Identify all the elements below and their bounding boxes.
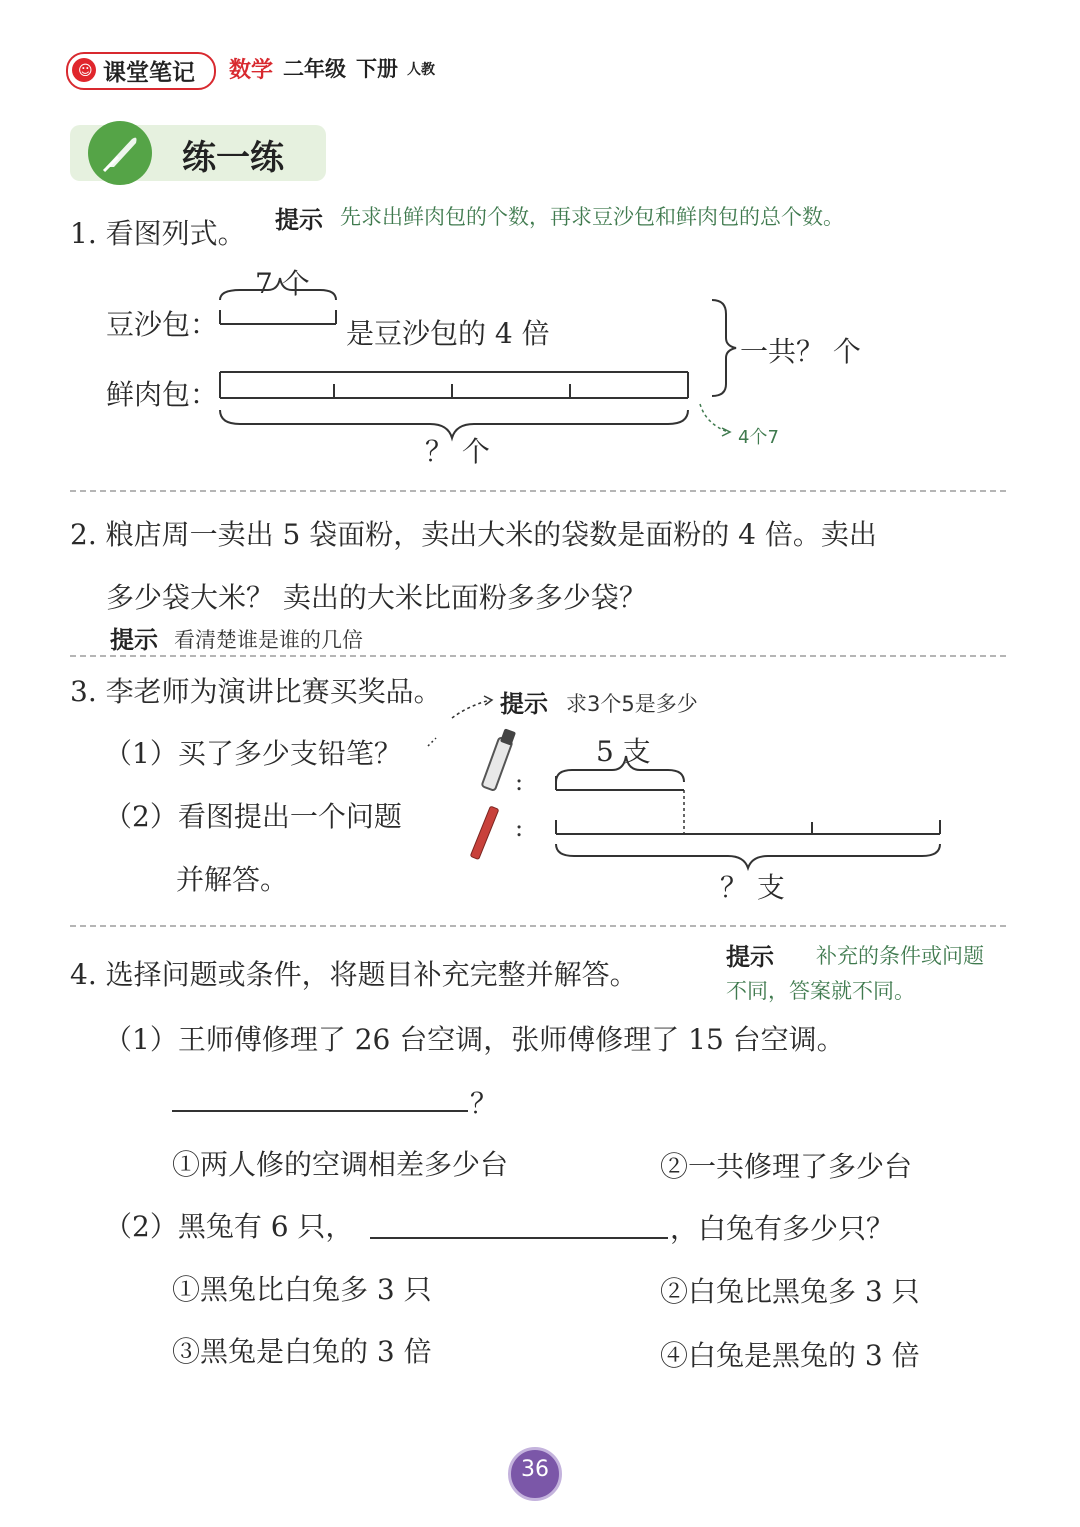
- q4-part1-blank[interactable]: [172, 1110, 468, 1112]
- q4-stem: 4. 选择问题或条件，将题目补充完整并解答。: [70, 958, 638, 991]
- q2-hint-label: 提示: [110, 626, 158, 654]
- page-number: 36: [521, 1457, 549, 1482]
- q4-part2-option2[interactable]: ②白兔比黑兔多 3 只: [660, 1275, 920, 1308]
- q1-total-text: 一共？ 个: [740, 335, 861, 368]
- q4-hint-text1: 补充的条件或问题: [816, 944, 984, 968]
- header-subject: 数学: [229, 58, 274, 83]
- q2-line1: 2. 粮店周一卖出 5 袋面粉，卖出大米的袋数是面粉的 4 倍。卖出: [70, 518, 877, 551]
- marker-icon: [482, 728, 517, 790]
- q4-part2-end: ，白兔有多少只？: [670, 1212, 895, 1245]
- q4-part1-option2[interactable]: ②一共修理了多少台: [660, 1150, 913, 1183]
- q1-times-text: 是豆沙包的 4 倍: [346, 317, 550, 350]
- q4-hint-text2: 不同，答案就不同。: [726, 979, 915, 1003]
- q4-part1-option1[interactable]: ①两人修的空调相差多少台: [172, 1148, 509, 1181]
- header-grade: 二年级: [283, 57, 346, 81]
- q3-bottom-question: ？ 支: [720, 871, 785, 904]
- q4-part2-start: （2）黑兔有 6 只，: [104, 1210, 354, 1243]
- q3-sub2: （2）看图提出一个问题: [104, 800, 402, 833]
- q3-hint-label: 提示: [500, 690, 548, 718]
- q3-hint-text: 求3个5是多少: [566, 692, 698, 716]
- q4-part2-option1[interactable]: ①黑兔比白兔多 3 只: [172, 1273, 432, 1306]
- q4-part1: （1）王师傅修理了 26 台空调，张师傅修理了 15 台空调。: [104, 1023, 845, 1056]
- q1-annotation: 4个7: [738, 427, 779, 448]
- q3-sub2b: 并解答。: [176, 863, 289, 896]
- q4-part2-option4[interactable]: ④白兔是黑兔的 3 倍: [660, 1339, 920, 1372]
- header-term: 下册: [356, 57, 398, 81]
- q1-top-count: 7 个: [255, 267, 310, 300]
- q3-stem: 3. 李老师为演讲比赛买奖品。: [70, 675, 442, 708]
- q2-line2: 多少袋大米？ 卖出的大米比面粉多多少袋？: [106, 581, 647, 614]
- q4-part2-option3[interactable]: ③黑兔是白兔的 3 倍: [172, 1335, 432, 1368]
- q3-top-count: 5 支: [596, 735, 651, 768]
- pencil-icon: [470, 806, 499, 859]
- svg-text::: :: [515, 768, 524, 796]
- q1-stem: 1. 看图列式。: [70, 217, 246, 250]
- smile-face-glyph: ☺: [78, 63, 93, 79]
- q4-part1-blank-end: ？: [470, 1087, 499, 1120]
- header-title: 课堂笔记: [103, 60, 195, 86]
- svg-text::: :: [515, 814, 524, 842]
- q1-hint-text: 先求出鲜肉包的个数，再求豆沙包和鲜肉包的总个数。: [340, 205, 844, 229]
- q3-sub1: （1）买了多少支铅笔？: [104, 737, 402, 770]
- q1-row1-label: 豆沙包：: [106, 308, 219, 341]
- q2-hint-text: 看清楚谁是谁的几倍: [174, 628, 363, 652]
- header-publisher: 人教: [407, 62, 435, 78]
- q4-hint-label: 提示: [726, 943, 774, 971]
- q1-hint-label: 提示: [275, 206, 323, 234]
- q4-part2-blank[interactable]: [370, 1237, 668, 1239]
- separator: [70, 925, 1006, 927]
- q1-bottom-question: ？ 个: [425, 435, 490, 468]
- q1-row2-label: 鲜肉包：: [106, 378, 219, 411]
- section-title: 练一练: [182, 138, 284, 178]
